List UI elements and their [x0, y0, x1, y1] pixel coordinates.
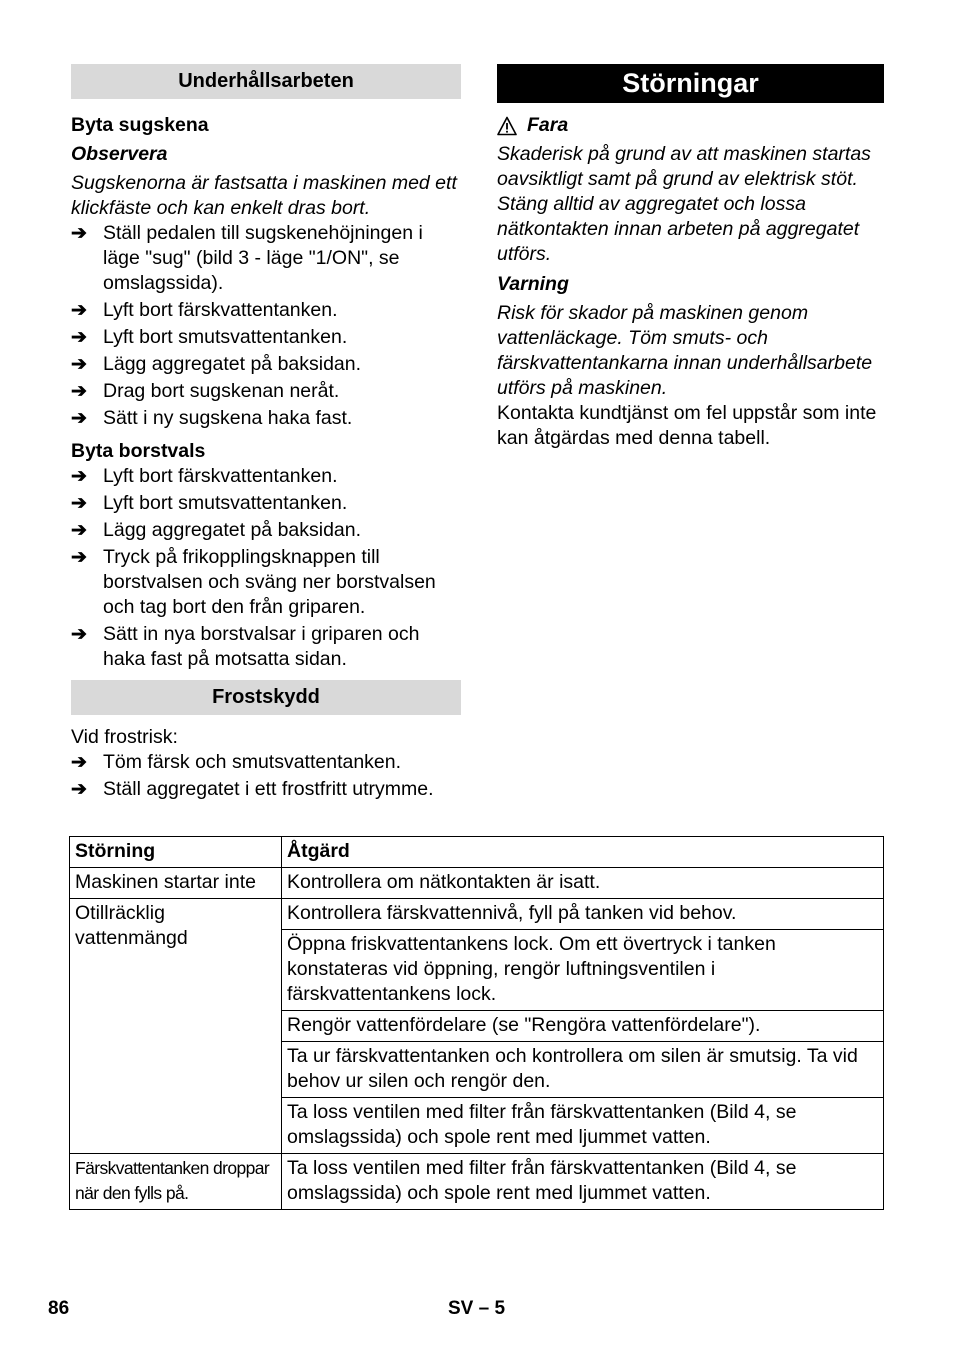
squeegee-heading: Byta sugskena — [71, 114, 209, 136]
arrow-right-icon: ➔ — [71, 466, 87, 487]
arrow-right-icon: ➔ — [71, 624, 87, 645]
action-cell: Ta loss ventilen med filter från färskvattentanken (Bild 4, se omslagssida) och spole rent med ljummet vatten. — [282, 1154, 884, 1210]
fault-cell: Maskinen startar inte — [70, 868, 282, 899]
squeegee-note-title: Observera — [71, 143, 168, 165]
maintenance-heading: Underhållsarbeten — [71, 64, 461, 99]
page-number: 86 — [48, 1298, 70, 1319]
table-row — [70, 1154, 884, 1210]
danger-heading-row — [497, 113, 884, 138]
action-cell: Ta ur färskvattentanken och kontrollera om silen är smutsig. Ta vid behov ur silen och rengör den. — [282, 1042, 884, 1098]
action-cell: Kontrollera om nätkontakten är isatt. — [282, 868, 884, 899]
action-cell: Rengör vattenfördelare (se "Rengöra vattenfördelare"). — [282, 1011, 884, 1042]
action-cell: Kontrollera färskvattennivå, fyll på tanken vid behov. — [282, 899, 884, 930]
arrow-right-icon: ➔ — [71, 752, 87, 773]
list-item: ➔ Ställ pedalen till sugskenehöjningen i läge "sug" (bild 3 - läge "1/ON", se omslagssida). — [71, 222, 423, 294]
list-item: ➔ Lyft bort smutsvattentanken. — [71, 326, 348, 348]
arrow-right-icon: ➔ — [71, 223, 87, 244]
danger-title: Fara — [527, 114, 569, 136]
troubleshooting-table — [69, 836, 884, 1210]
arrow-right-icon: ➔ — [71, 300, 87, 321]
language-page-label: SV – 5 — [448, 1298, 506, 1319]
action-cell: Öppna friskvattentankens lock. Om ett övertryck i tanken konstateras vid öppning, rengör luftningsventilen i färskvattentankens lock. — [282, 930, 884, 1011]
list-item: ➔ Lyft bort färskvattentanken. — [71, 299, 338, 321]
fault-cell: Färskvattentanken droppar när den fylls på. — [70, 1154, 282, 1210]
contact-text: Kontakta kundtjänst om fel uppstår som inte kan åtgärdas med denna tabell. — [497, 402, 877, 449]
warning-title: Varning — [497, 273, 569, 295]
squeegee-note-text: Sugskenorna är fastsatta i maskinen med ett klickfäste och kan enkelt dras bort. — [71, 172, 457, 219]
arrow-right-icon: ➔ — [71, 520, 87, 541]
list-item: ➔ Lägg aggregatet på baksidan. — [71, 353, 362, 375]
list-item: ➔ Töm färsk och smutsvattentanken. — [71, 751, 402, 773]
arrow-right-icon: ➔ — [71, 408, 87, 429]
frost-intro: Vid frostrisk: — [71, 726, 178, 748]
warning-text: Risk för skador på maskinen genom vattenläckage. Töm smuts- och färskvattentankarna innan underhållsarbete utförs på maskinen. — [497, 302, 873, 399]
arrow-right-icon: ➔ — [71, 381, 87, 402]
frost-heading: Frostskydd — [71, 680, 461, 715]
list-item: ➔ Lägg aggregatet på baksidan. — [71, 519, 362, 541]
arrow-right-icon: ➔ — [71, 354, 87, 375]
warning-triangle-icon — [497, 116, 517, 136]
arrow-right-icon: ➔ — [71, 779, 87, 800]
list-item: ➔ Drag bort sugskenan neråt. — [71, 380, 340, 402]
column-header-fault: Störning — [70, 837, 282, 868]
table-row — [70, 868, 884, 899]
squeegee-steps — [71, 221, 461, 431]
frost-steps — [71, 750, 461, 802]
column-header-action: Åtgärd — [282, 837, 884, 868]
left-column — [71, 64, 461, 804]
right-column — [497, 64, 884, 451]
fault-cell: Otillräcklig vattenmängd — [70, 899, 282, 1154]
faults-heading: Störningar — [497, 64, 884, 103]
list-item: ➔ Lyft bort färskvattentanken. — [71, 465, 338, 487]
list-item: ➔ Lyft bort smutsvattentanken. — [71, 492, 348, 514]
list-item: ➔ Sätt i ny sugskena haka fast. — [71, 407, 353, 429]
table-header-row — [70, 837, 884, 868]
danger-text: Skaderisk på grund av att maskinen startas oavsiktligt samt på grund av elektrisk stöt. Stäng alltid av aggregatet och lossa nätkontakten innan arbeten på aggregatet utförs. — [497, 143, 871, 265]
arrow-right-icon: ➔ — [71, 327, 87, 348]
arrow-right-icon: ➔ — [71, 547, 87, 568]
list-item: ➔ Tryck på frikopplingsknappen till borstvalsen och sväng ner borstvalsen och tag bort den från griparen. — [71, 546, 436, 618]
brush-heading: Byta borstvals — [71, 440, 206, 462]
arrow-right-icon: ➔ — [71, 493, 87, 514]
list-item: ➔ Sätt in nya borstvalsar i griparen och haka fast på motsatta sidan. — [71, 623, 420, 670]
table-row — [70, 899, 884, 930]
list-item: ➔ Ställ aggregatet i ett frostfritt utrymme. — [71, 778, 434, 800]
action-cell: Ta loss ventilen med filter från färskvattentanken (Bild 4, se omslagssida) och spole rent med ljummet vatten. — [282, 1098, 884, 1154]
brush-steps — [71, 464, 461, 672]
